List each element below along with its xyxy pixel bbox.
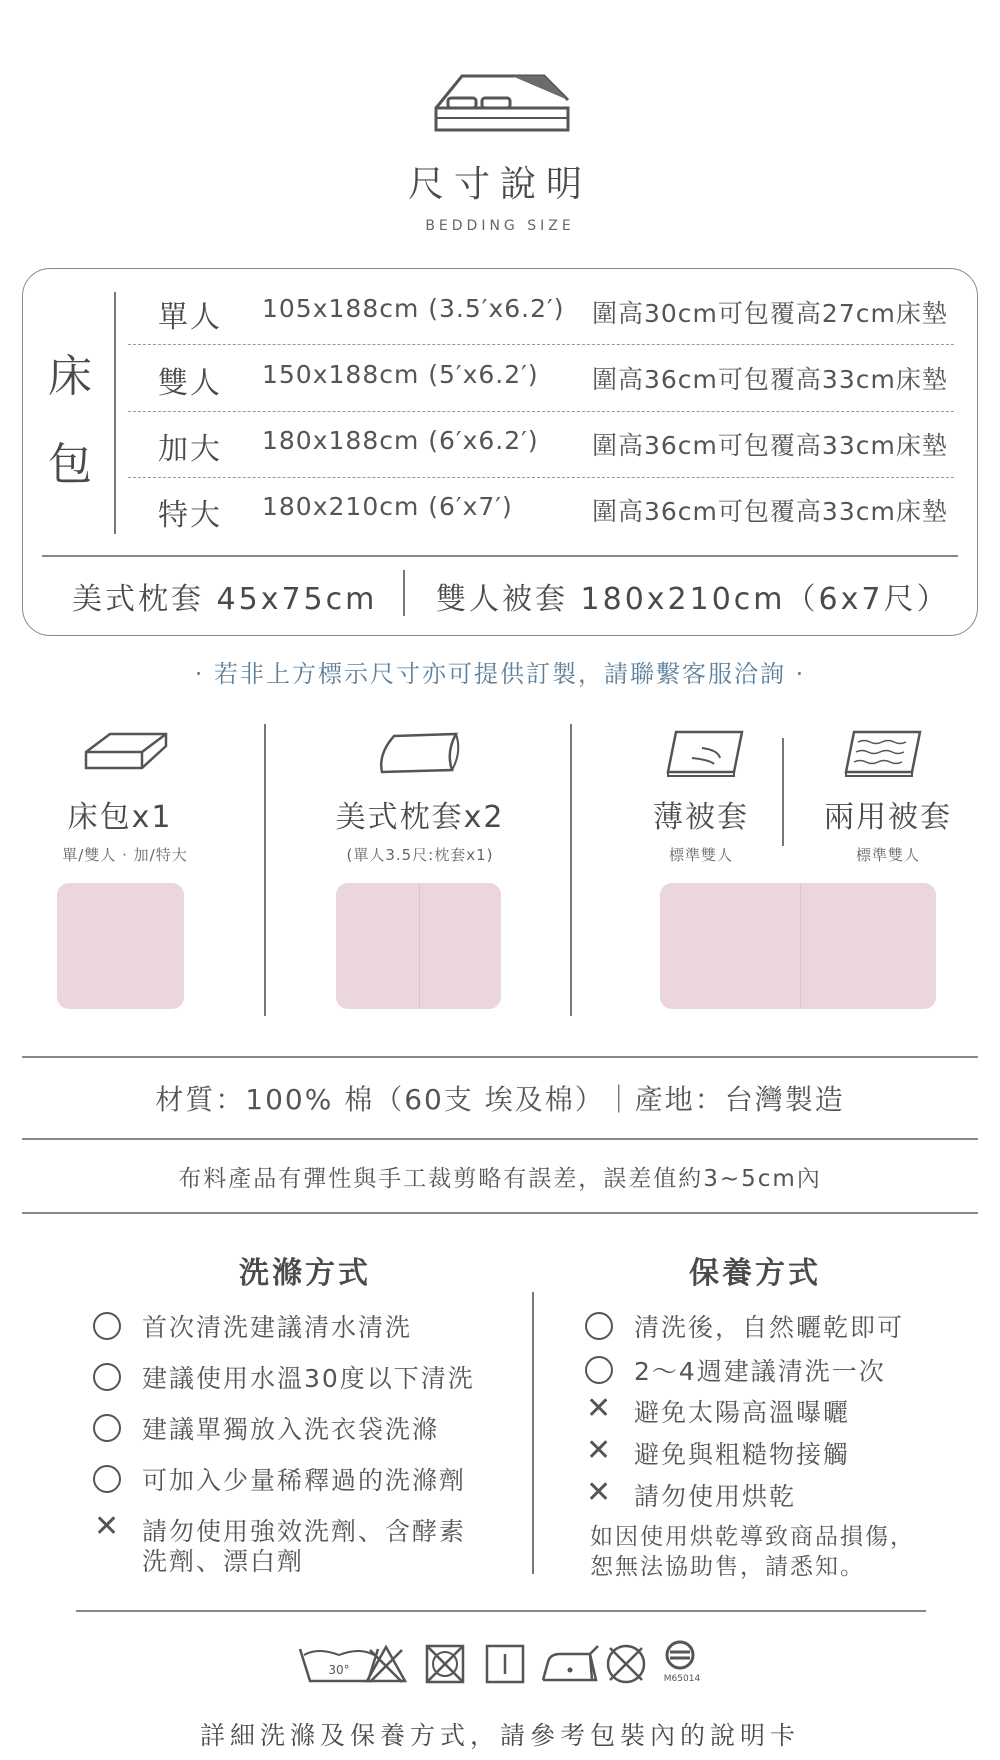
circle-icon: [93, 1312, 121, 1340]
washing-item: 建議單獨放入洗衣袋洗滌: [142, 1415, 440, 1444]
fitted-sheet-icon: [82, 728, 172, 778]
product-title: 兩用被套: [824, 800, 952, 835]
size-row-name: 加大: [158, 432, 222, 467]
category-divider: [114, 292, 116, 534]
care-item: 2～4週建議清洗一次: [634, 1357, 886, 1386]
washing-item: 首次清洗建議清水清洗: [142, 1313, 413, 1342]
footer-divider: [76, 1610, 926, 1612]
care-divider: [532, 1292, 534, 1574]
product-divider: [570, 724, 572, 1016]
table-divider: [42, 555, 958, 557]
section-divider: [22, 1138, 978, 1140]
color-swatch: [57, 883, 184, 1009]
certification-mark-icon: [662, 1640, 714, 1684]
line-dry-icon: [484, 1644, 526, 1684]
cross-icon: ✕: [94, 1509, 120, 1544]
row-divider: [128, 411, 954, 412]
row-divider: [128, 344, 954, 345]
section-divider: [22, 1212, 978, 1214]
size-row-dim: 180x210cm (6′x7′): [262, 492, 513, 521]
washing-item: 可加入少量稀釋過的洗滌劑: [142, 1466, 467, 1495]
material-info: 材質：100% 棉（60支 埃及棉）｜產地：台灣製造: [155, 1083, 845, 1116]
product-subtitle: 標準雙人: [668, 846, 733, 864]
care-title: 保養方式: [689, 1256, 821, 1291]
duvet-size: 雙人被套 180x210cm（6x7尺）: [436, 582, 950, 617]
dual-use-duvet-icon: [840, 728, 924, 780]
page-subtitle: BEDDING SIZE: [425, 218, 575, 234]
section-divider: [22, 1056, 978, 1058]
care-item: 避免與粗糙物接觸: [634, 1440, 851, 1469]
footer-note: 詳細洗滌及保養方式，請參考包裝內的說明卡: [199, 1721, 800, 1750]
thin-duvet-icon: [662, 728, 746, 780]
size-row-name: 雙人: [158, 366, 222, 401]
size-row-note: 圍高36cm可包覆高33cm床墊: [592, 497, 948, 526]
size-row-name: 特大: [158, 498, 222, 533]
pillowcase-size: 美式枕套 45x75cm: [72, 582, 378, 617]
product-title: 美式枕套x2: [335, 800, 505, 835]
cross-icon: ✕: [586, 1433, 612, 1468]
circle-icon: [93, 1363, 121, 1391]
product-divider: [782, 738, 784, 846]
washing-title: 洗滌方式: [239, 1256, 371, 1291]
tolerance-note: 布料產品有彈性與手工裁剪略有誤差，誤差值約3~5cm內: [178, 1166, 822, 1192]
size-row-dim: 180x188cm (6′x6.2′): [262, 426, 539, 455]
care-item: 請勿使用烘乾: [634, 1482, 797, 1511]
washing-item: 建議使用水溫30度以下清洗: [142, 1364, 475, 1393]
product-title: 床包x1: [67, 800, 173, 835]
care-item: 清洗後，自然曬乾即可: [634, 1313, 905, 1342]
size-row-dim: 105x188cm (3.5′x6.2′): [262, 294, 565, 323]
size-row-name: 單人: [158, 300, 222, 335]
size-row-dim: 150x188cm (5′x6.2′): [262, 360, 539, 389]
size-row-note: 圍高30cm可包覆高27cm床墊: [592, 299, 948, 328]
care-disclaimer: 如因使用烘乾導致商品損傷，: [590, 1524, 915, 1550]
circle-icon: [585, 1356, 613, 1384]
product-subtitle: 單/雙人 · 加/特大: [62, 846, 188, 864]
washing-item: 請勿使用強效洗劑、含酵素: [142, 1517, 467, 1546]
care-item: 避免太陽高溫曝曬: [634, 1398, 851, 1427]
circle-icon: [585, 1312, 613, 1340]
product-subtitle: 標準雙人: [855, 846, 920, 864]
bed-logo-icon: [432, 70, 572, 134]
cross-icon: ✕: [586, 1391, 612, 1426]
product-divider: [264, 724, 266, 1016]
product-subtitle: (單人3.5尺:枕套x1): [346, 846, 494, 864]
iron-low-icon: [540, 1644, 604, 1684]
no-dry-clean-icon: [604, 1642, 648, 1686]
no-bleach-icon: [364, 1644, 408, 1684]
color-swatch: [660, 883, 936, 1009]
cross-icon: ✕: [586, 1475, 612, 1510]
swatch-seam: [800, 883, 801, 1009]
category-char-1: 床: [48, 351, 92, 402]
row-divider: [128, 477, 954, 478]
size-row-note: 圍高36cm可包覆高33cm床墊: [592, 365, 948, 394]
bottom-divider: [403, 570, 405, 616]
swatch-seam: [419, 883, 420, 1009]
cert-code: M65014: [663, 1674, 701, 1684]
size-row-note: 圍高36cm可包覆高33cm床墊: [592, 431, 948, 460]
category-char-2: 包: [48, 439, 92, 490]
page-title: 尺寸說明: [407, 164, 592, 205]
pillow-icon: [376, 728, 462, 778]
no-tumble-dry-icon: [424, 1644, 466, 1684]
washing-item-cont: 洗劑、漂白劑: [142, 1547, 305, 1576]
circle-icon: [93, 1414, 121, 1442]
wash-temp-label: 30°: [328, 1663, 350, 1677]
product-title: 薄被套: [653, 800, 749, 835]
care-disclaimer: 恕無法協助售，請悉知。: [590, 1554, 865, 1580]
custom-notice: · 若非上方標示尺寸亦可提供訂製，請聯繫客服洽詢 ·: [194, 660, 806, 688]
circle-icon: [93, 1465, 121, 1493]
